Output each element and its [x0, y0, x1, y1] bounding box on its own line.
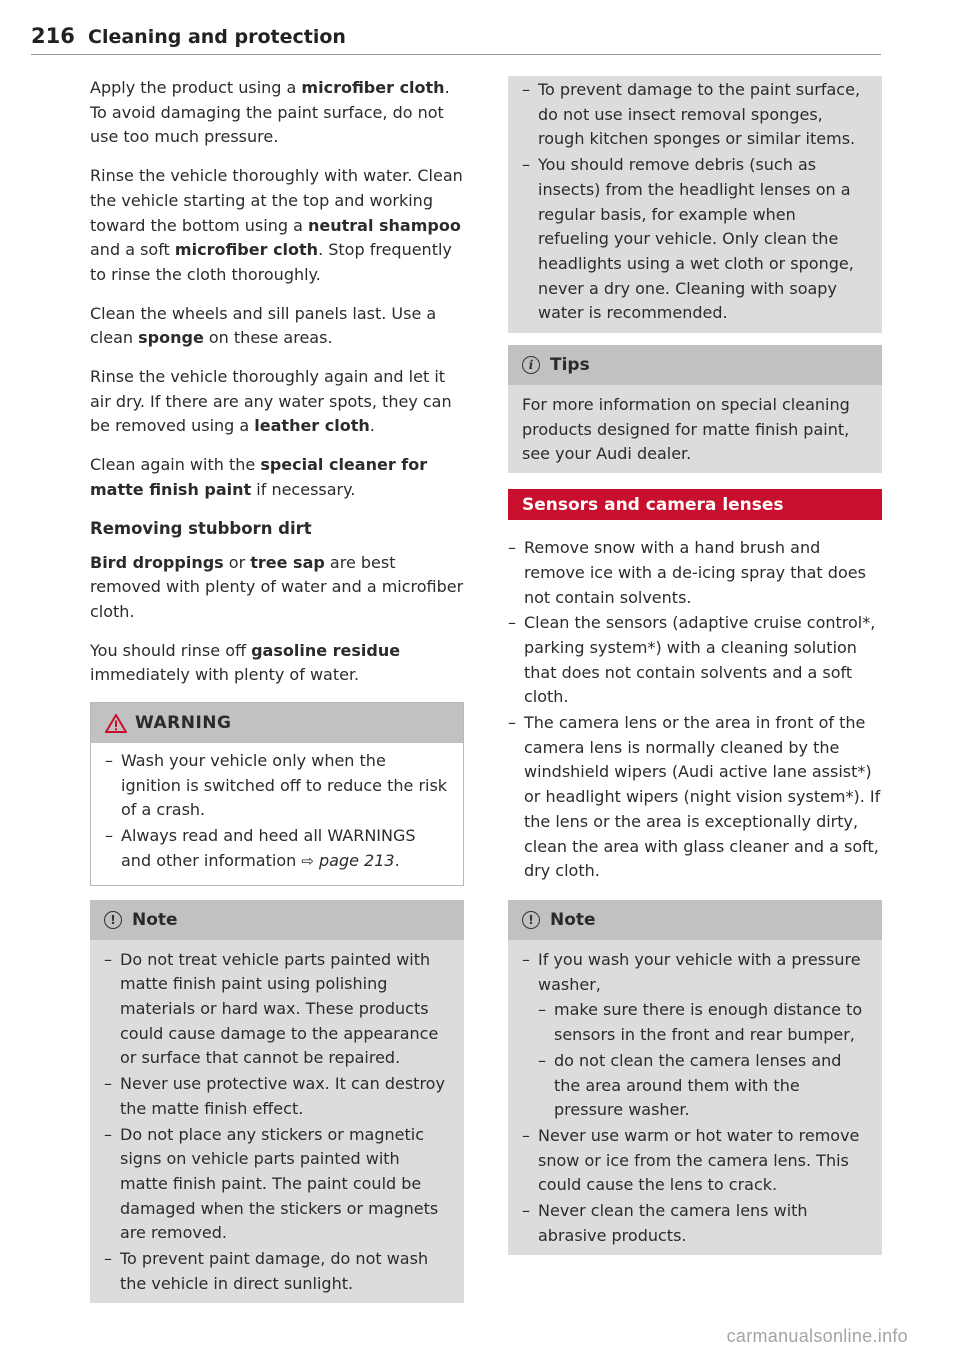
page-number: 216 [31, 24, 75, 48]
section-banner: Sensors and camera lenses [508, 489, 882, 520]
tips-header [508, 345, 882, 385]
note-title: Note [132, 909, 178, 930]
subheading: Removing stubborn dirt [90, 518, 312, 538]
section-title: Cleaning and protection [88, 26, 346, 48]
list-item: – Never use protective wax. It can destroy the matte finish effect. [104, 1072, 450, 1121]
paragraph: Apply the product using a microfiber cloth. To avoid damaging the paint surface, do not use too much pressure. [90, 78, 450, 147]
paragraph: Clean the wheels and sill panels last. Use a clean sponge on these areas. [90, 303, 437, 348]
warning-box [90, 702, 464, 886]
note-header [90, 900, 464, 940]
warning-header [91, 703, 463, 743]
arrow-right-icon: ⇨ [301, 851, 314, 870]
note-header [508, 900, 882, 940]
list-item: – Wash your vehicle only when the ignition is switched off to reduce the risk of a crash. [105, 749, 449, 823]
watermark: carmanualsonline.info [726, 1326, 908, 1346]
warning-triangle-icon [105, 714, 127, 733]
list-item: – Never use warm or hot water to remove snow or ice from the camera lens. This could cause the lens to crack. [522, 1124, 868, 1198]
paragraph: Clean again with the special cleaner for matte finish paint if necessary. [90, 455, 428, 499]
list-item: – Remove snow with a hand brush and remove ice with a de-icing spray that does not contain solvents. [508, 536, 882, 610]
note-exclamation-icon: ! [522, 911, 540, 929]
tips-box [508, 345, 882, 473]
note-continuation-box [508, 76, 882, 333]
paragraph: Bird droppings or tree sap are best removed with plenty of water and a microfiber cloth. [90, 552, 464, 621]
sub-list-item: – do not clean the camera lenses and the area around them with the pressure washer. [538, 1049, 868, 1123]
tips-title: Tips [550, 355, 590, 376]
info-icon: i [522, 356, 540, 374]
note-box [508, 900, 882, 1255]
list-item: – Do not treat vehicle parts painted with matte finish paint using polishing materials or hard wax. These products could cause damage to the appearance or surface that cannot be repaired. [104, 948, 450, 1072]
left-column [90, 76, 464, 1303]
page-reference-link[interactable]: ⇨ page 213 [301, 850, 395, 870]
list-item: – You should remove debris (such as insects) from the headlight lenses on a regular basis, for example when refueling your vehicle. Only clean the headlights using a wet cloth or sponge, never a dry one. Cleaning with soapy water is recommended. [522, 153, 868, 326]
page-header [31, 24, 881, 54]
tips-text: For more information on special cleaning products designed for matte finish paint, see your Audi dealer. [522, 395, 850, 464]
paragraph: Rinse the vehicle thoroughly with water. Clean the vehicle starting at the top and working toward the bottom using a neutral shampoo and a soft microfiber cloth. Stop frequently to rinse the cloth thoroughly. [90, 166, 463, 284]
note-title: Note [550, 909, 596, 930]
sensor-cleaning-list [508, 536, 882, 884]
sub-list-item: – make sure there is enough distance to sensors in the front and rear bumper, [538, 998, 868, 1047]
list-item: – Clean the sensors (adaptive cruise control*, parking system*) with a cleaning solution that does not contain solvents and a soft cloth. [508, 611, 882, 710]
list-item: – The camera lens or the area in front of the camera lens is normally cleaned by the windshield wipers (Audi active lane assist*) or headlight wipers (night vision system*). If the lens or the area is exceptionally dirty, clean the area with glass cleaner and a soft, dry cloth. [508, 711, 882, 884]
right-column [508, 76, 882, 1255]
list-item: – Never clean the camera lens with abrasive products. [522, 1199, 868, 1248]
list-item: – To prevent damage to the paint surface, do not use insect removal sponges, rough kitchen sponges or similar items. [522, 78, 868, 152]
header-divider [31, 54, 881, 55]
list-item: – Always read and heed all WARNINGS and other information ⇨ page 213. [105, 824, 449, 873]
list-item: – Do not place any stickers or magnetic signs on vehicle parts painted with matte finish paint. The paint could be damaged when the stickers or magnets are removed. [104, 1123, 450, 1247]
note-box [90, 900, 464, 1304]
paragraph: Rinse the vehicle thoroughly again and let it air dry. If there are any water spots, they can be removed using a leather cloth. [90, 367, 452, 436]
warning-title: WARNING [135, 713, 232, 734]
paragraph: You should rinse off gasoline residue immediately with plenty of water. [90, 640, 401, 685]
list-item: – If you wash your vehicle with a pressure washer, – make sure there is enough distance to sensors in the front and rear bumper, – do not clean the camera lenses and the area around them with the pressure washer. [522, 948, 868, 1123]
list-item: – To prevent paint damage, do not wash the vehicle in direct sunlight. [104, 1247, 450, 1296]
note-exclamation-icon: ! [104, 911, 122, 929]
